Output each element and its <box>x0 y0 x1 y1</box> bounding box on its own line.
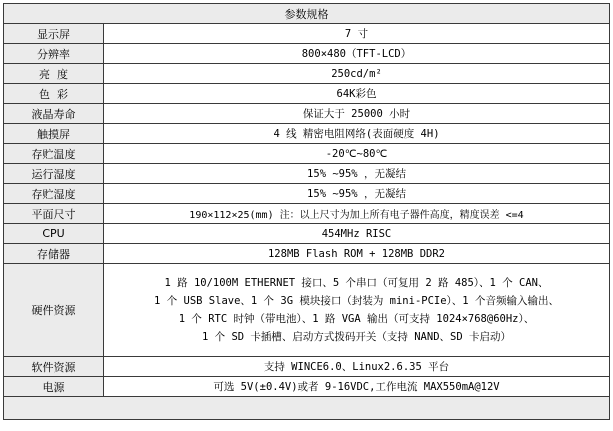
row-label-resolution: 分辨率 <box>4 44 104 64</box>
row-value-memory: 128MB Flash ROM + 128MB DDR2 <box>104 244 610 264</box>
table-footer-row <box>4 397 610 420</box>
row-label-touchscreen: 触摸屏 <box>4 124 104 144</box>
table-footer <box>4 397 610 420</box>
table-row <box>4 164 610 184</box>
table-row <box>4 357 610 377</box>
row-label-lcd-life: 液晶寿命 <box>4 104 104 124</box>
row-value-resolution: 800×480（TFT-LCD） <box>104 44 610 64</box>
hardware-line: 1 个 USB Slave、1 个 3G 模块接口（封装为 mini-PCIe）、1 个音频输入输出、 <box>154 295 559 307</box>
table-row <box>4 64 610 84</box>
row-value-color: 64K彩色 <box>104 84 610 104</box>
table-row <box>4 124 610 144</box>
table-row <box>4 84 610 104</box>
table-row <box>4 44 610 64</box>
table-title: 参数规格 <box>4 4 610 24</box>
row-value-storage-humidity: 15% ~95% ，无凝结 <box>104 184 610 204</box>
spec-table <box>3 3 610 420</box>
row-label-storage-humidity: 存贮湿度 <box>4 184 104 204</box>
table-row <box>4 204 610 224</box>
hardware-line: 1 路 10/100M ETHERNET 接口、5 个串口（可复用 2 路 485）、1 个 CAN、 <box>164 277 549 289</box>
table-row <box>4 144 610 164</box>
table-row <box>4 24 610 44</box>
row-label-operating-humidity: 运行湿度 <box>4 164 104 184</box>
row-label-software: 软件资源 <box>4 357 104 377</box>
table-row <box>4 184 610 204</box>
row-value-touchscreen: 4 线 精密电阻网络(表面硬度 4H) <box>104 124 610 144</box>
table-row-hardware <box>4 264 610 357</box>
row-label-dimensions: 平面尺寸 <box>4 204 104 224</box>
table-header-row <box>4 4 610 24</box>
row-value-software: 支持 WINCE6.0、Linux2.6.35 平台 <box>104 357 610 377</box>
spec-sheet <box>3 3 609 420</box>
row-label-cpu: CPU <box>4 224 104 244</box>
row-label-color: 色 彩 <box>4 84 104 104</box>
row-value-storage-temp: -20℃~80℃ <box>104 144 610 164</box>
row-value-hardware <box>104 264 610 357</box>
table-row <box>4 377 610 397</box>
hardware-line: 1 个 RTC 时钟（带电池）、1 路 VGA 输出（可支持 1024×768@60Hz）、 <box>178 313 535 325</box>
row-label-brightness: 亮 度 <box>4 64 104 84</box>
row-label-hardware: 硬件资源 <box>4 264 104 357</box>
row-value-lcd-life: 保证大于 25000 小时 <box>104 104 610 124</box>
row-value-power: 可选 5V(±0.4V)或者 9-16VDC,工作电流 MAX550mA@12V <box>104 377 610 397</box>
row-value-operating-humidity: 15% ~95% ，无凝结 <box>104 164 610 184</box>
row-value-dimensions: 190×112×25(mm) 注：以上尺寸为加上所有电子器件高度，精度误差 <=4 <box>104 204 610 224</box>
row-label-memory: 存储器 <box>4 244 104 264</box>
table-row <box>4 244 610 264</box>
row-label-storage-temp: 存贮温度 <box>4 144 104 164</box>
row-value-brightness: 250cd/m² <box>104 64 610 84</box>
row-value-display: 7 寸 <box>104 24 610 44</box>
table-row <box>4 104 610 124</box>
hardware-line: 1 个 SD 卡插槽、启动方式拨码开关（支持 NAND、SD 卡启动） <box>201 331 511 343</box>
row-value-cpu: 454MHz RISC <box>104 224 610 244</box>
row-label-power: 电源 <box>4 377 104 397</box>
table-row <box>4 224 610 244</box>
row-label-display: 显示屏 <box>4 24 104 44</box>
